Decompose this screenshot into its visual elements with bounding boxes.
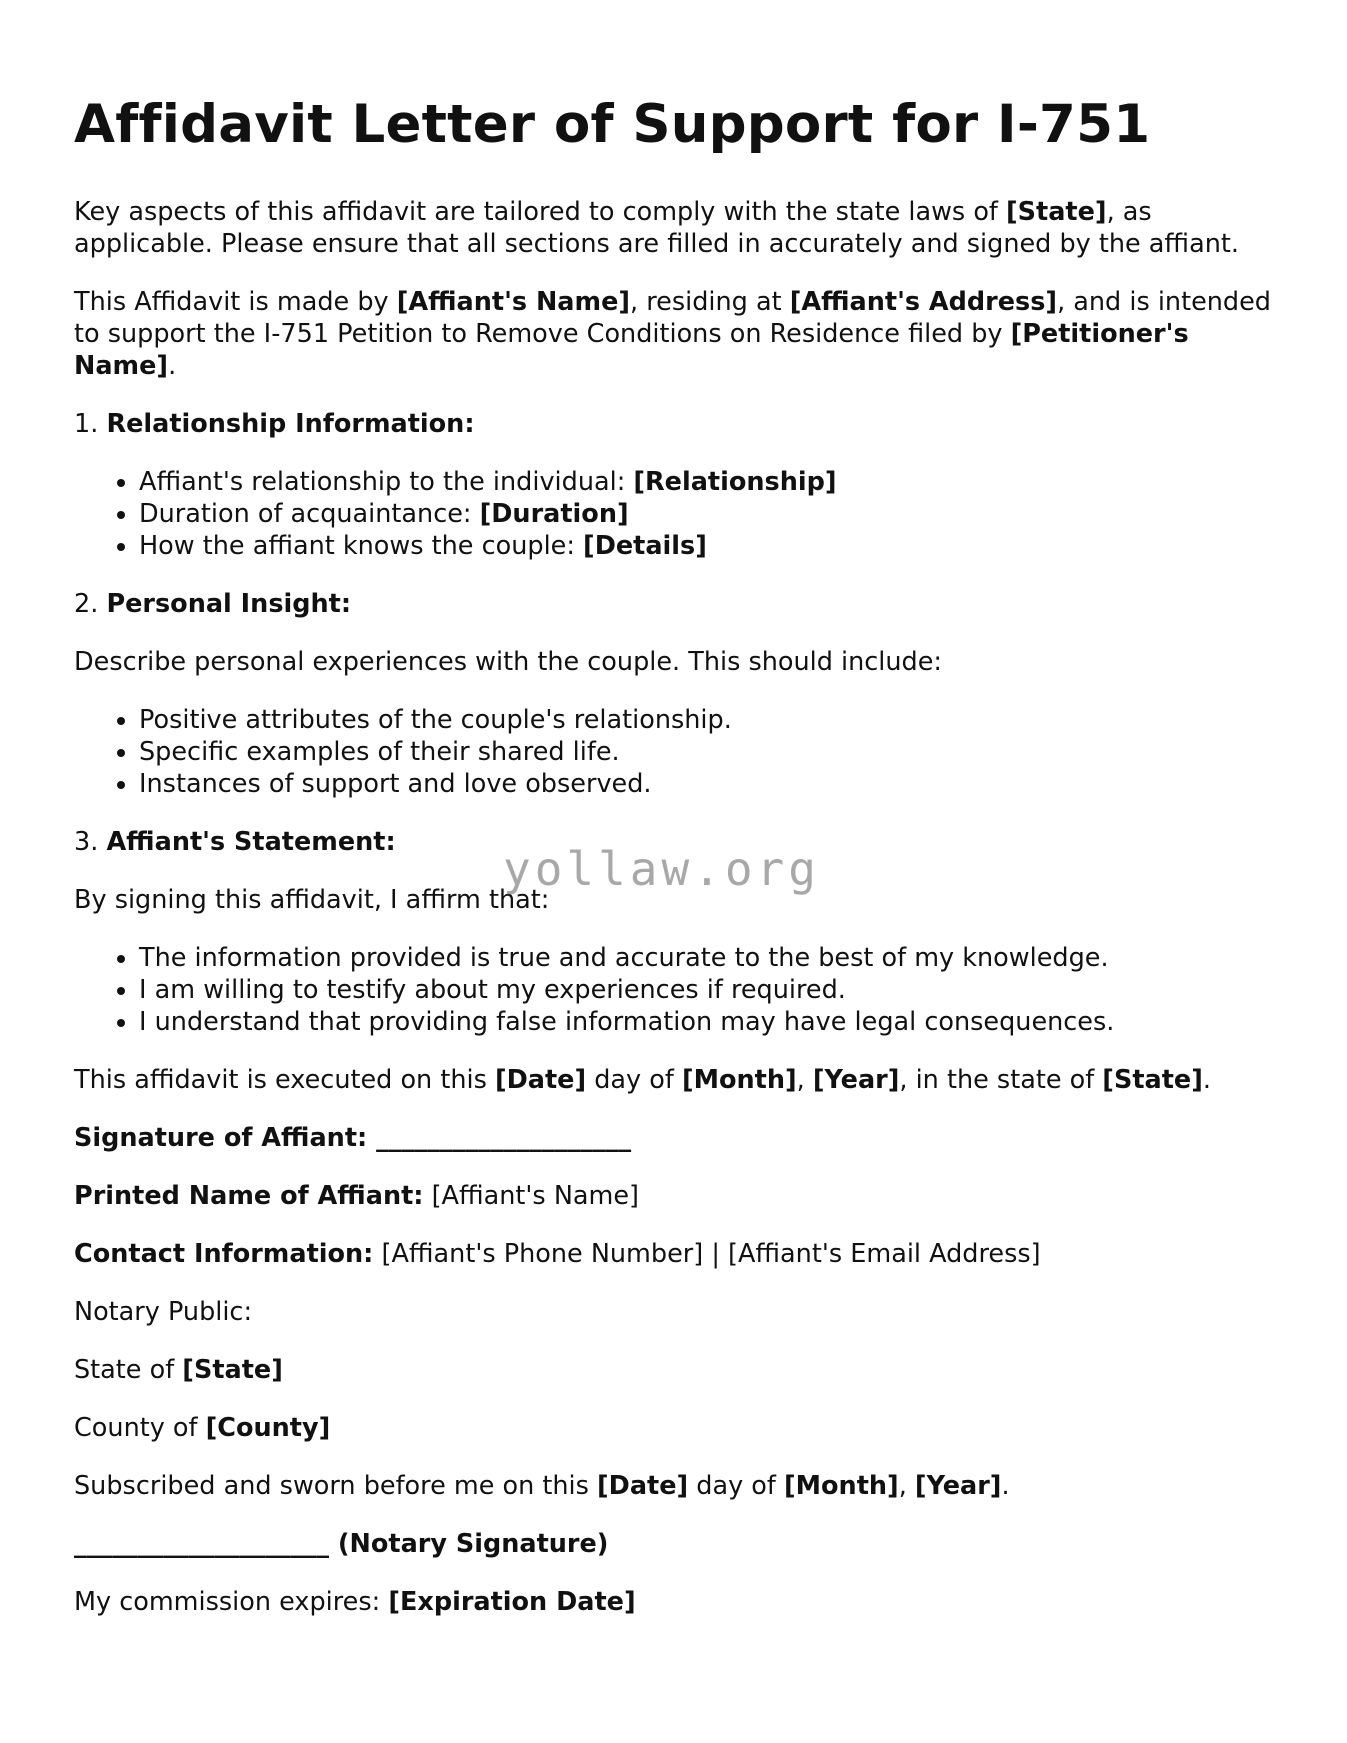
list-item: • Specific examples of their shared life. bbox=[139, 736, 1274, 768]
executed-text: day of bbox=[586, 1065, 682, 1095]
list-item: • I understand that providing false information may have legal consequences. bbox=[139, 1006, 1274, 1038]
made-by-text-3: , and is intended to support the I-751 Petition to Remove Conditions on Residence filed by bbox=[74, 287, 1271, 349]
list-item bbox=[139, 498, 1274, 530]
intro-text-2: , as applicable. Please ensure that all sections are filled in accurately and signed by the affiant. bbox=[74, 197, 1239, 259]
notary-state-row bbox=[74, 1354, 1274, 1386]
state-label: State of bbox=[74, 1355, 183, 1385]
signature-blank: ____________________ bbox=[74, 1529, 329, 1559]
executed-paragraph bbox=[74, 1064, 1274, 1096]
list-item bbox=[139, 466, 1274, 498]
executed-text: , bbox=[796, 1065, 813, 1095]
sworn-paragraph bbox=[74, 1470, 1274, 1502]
section-title: Relationship Information: bbox=[106, 409, 475, 439]
sworn-text: day of bbox=[688, 1471, 784, 1501]
section-number: 3. bbox=[74, 827, 107, 857]
county-placeholder: [County] bbox=[205, 1413, 331, 1443]
item-placeholder: [Details] bbox=[583, 531, 707, 561]
list-item: • The information provided is true and accurate to the best of my knowledge. bbox=[139, 942, 1274, 974]
item-label: How the affiant knows the couple: bbox=[139, 531, 584, 561]
made-by-text-1: This Affidavit is made by bbox=[74, 287, 397, 317]
signature-label: Signature of Affiant: bbox=[74, 1123, 377, 1153]
year-placeholder: [Year] bbox=[812, 1065, 900, 1095]
section-2-heading bbox=[74, 588, 1274, 620]
item-label: Duration of acquaintance: bbox=[139, 499, 480, 529]
notary-signature-label: (Notary Signature) bbox=[329, 1529, 609, 1559]
notary-signature-line bbox=[74, 1528, 1274, 1560]
item-placeholder: [Duration] bbox=[479, 499, 629, 529]
state-placeholder: [State] bbox=[1102, 1065, 1203, 1095]
affiant-name-placeholder: [Affiant's Name] bbox=[396, 287, 631, 317]
list-item: • Positive attributes of the couple's relationship. bbox=[139, 704, 1274, 736]
expiration-date-placeholder: [Expiration Date] bbox=[388, 1587, 636, 1617]
printed-name-label: Printed Name of Affiant: bbox=[74, 1181, 424, 1211]
relationship-list bbox=[74, 466, 1274, 562]
insight-list bbox=[74, 704, 1274, 800]
affiant-address-placeholder: [Affiant's Address] bbox=[789, 287, 1058, 317]
insight-description: Describe personal experiences with the couple. This should include: bbox=[74, 647, 943, 677]
item-placeholder: [Relationship] bbox=[633, 467, 837, 497]
contact-row bbox=[74, 1238, 1274, 1270]
month-placeholder: [Month] bbox=[784, 1471, 899, 1501]
intro-paragraph bbox=[74, 196, 1274, 260]
section-number: 2. bbox=[74, 589, 107, 619]
watermark: yollaw.org bbox=[503, 842, 820, 896]
commission-expires-row bbox=[74, 1586, 1274, 1618]
notary-county-row bbox=[74, 1412, 1274, 1444]
printed-name-value: [Affiant's Name] bbox=[423, 1181, 640, 1211]
month-placeholder: [Month] bbox=[681, 1065, 797, 1095]
printed-name-row bbox=[74, 1180, 1274, 1212]
intro-text-1: Key aspects of this affidavit are tailored to comply with the state laws of bbox=[74, 197, 1007, 227]
sworn-text: Subscribed and sworn before me on this bbox=[74, 1471, 598, 1501]
made-by-text-4: . bbox=[168, 351, 177, 381]
made-by-text-2: , residing at bbox=[630, 287, 790, 317]
year-placeholder: [Year] bbox=[914, 1471, 1002, 1501]
made-by-paragraph bbox=[74, 286, 1274, 382]
signature-blank: ____________________ bbox=[376, 1123, 632, 1153]
date-placeholder: [Date] bbox=[597, 1471, 689, 1501]
list-item: • Instances of support and love observed. bbox=[139, 768, 1274, 800]
section-title: Affiant's Statement: bbox=[106, 827, 396, 857]
page-title: Affidavit Letter of Support for I-751 bbox=[74, 94, 1151, 155]
list-item: • I am willing to testify about my experiences if required. bbox=[139, 974, 1274, 1006]
section-title: Personal Insight: bbox=[106, 589, 352, 619]
affiant-signature-line bbox=[74, 1122, 1274, 1154]
section-number: 1. bbox=[74, 409, 107, 439]
affidavit-document bbox=[74, 92, 1274, 1644]
statement-description: By signing this affidavit, I affirm that: bbox=[74, 885, 550, 915]
county-label: County of bbox=[74, 1413, 206, 1443]
statement-list bbox=[74, 942, 1274, 1038]
list-item bbox=[139, 530, 1274, 562]
notary-heading: Notary Public: bbox=[74, 1297, 253, 1327]
contact-label: Contact Information: bbox=[74, 1239, 374, 1269]
sworn-text: . bbox=[1001, 1471, 1010, 1501]
petitioner-name-placeholder: [Petitioner's Name] bbox=[74, 319, 1189, 381]
executed-text: This affidavit is executed on this bbox=[74, 1065, 495, 1095]
item-label: Affiant's relationship to the individual: bbox=[139, 467, 634, 497]
intro-state-placeholder: [State] bbox=[1006, 197, 1107, 227]
contact-value: [Affiant's Phone Number] | [Affiant's Email Address] bbox=[373, 1239, 1041, 1269]
sworn-text: , bbox=[898, 1471, 915, 1501]
date-placeholder: [Date] bbox=[494, 1065, 587, 1095]
expires-label: My commission expires: bbox=[74, 1587, 389, 1617]
executed-text: . bbox=[1202, 1065, 1211, 1095]
section-1-heading bbox=[74, 408, 1274, 440]
section-3-heading bbox=[74, 826, 1274, 858]
state-placeholder: [State] bbox=[182, 1355, 283, 1385]
executed-text: , in the state of bbox=[899, 1065, 1103, 1095]
